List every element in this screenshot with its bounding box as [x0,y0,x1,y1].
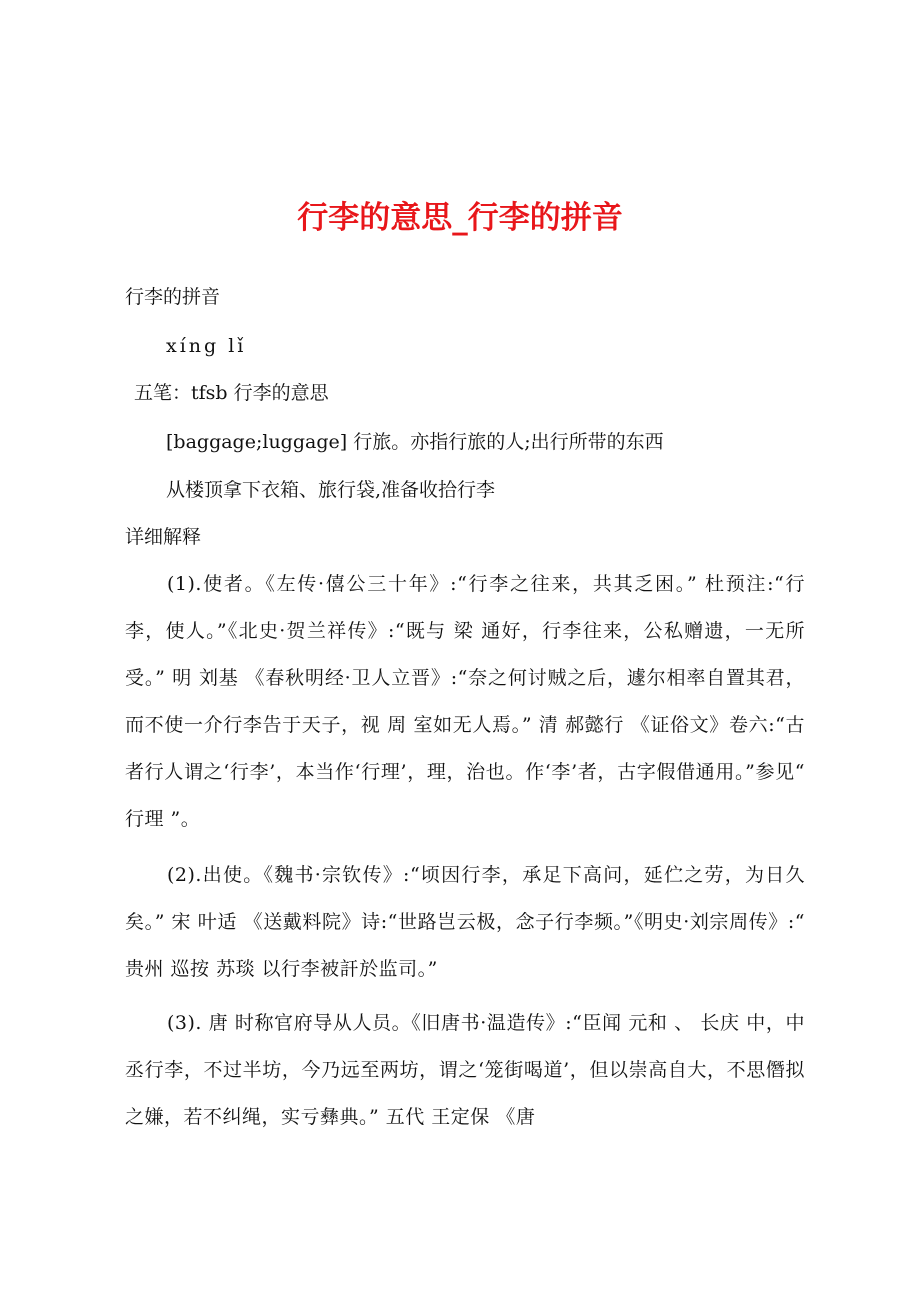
detail-paragraph-3: (3). 唐 时称官府导从人员。《旧唐书·温造传》:“臣闻 元和 、 长庆 中，中丞行李，不过半坊，今乃远至两坊，谓之‘笼街喝道’，但以崇高自大，不思僭拟之嫌，若不纠绳，实亏彝典。” 五代 王定保 《唐 [125,1012,805,1128]
pinyin-heading: 行李的拼音 [125,286,221,308]
detail-paragraph-1: (1).使者。《左传·僖公三十年》:“行李之往来，共其乏困。” 杜预注:“行李，使人。”《北史·贺兰祥传》:“既与 梁 通好，行李往来，公私赠遗，一无所受。” 明 刘基 《春秋明经·卫人立晋》:“奈之何讨贼之后，遽尔相率自置其君，而不使一介行李告于天子，视 周 室如无人焉。” 清 郝懿行 《证俗文》卷六:“古者行人谓之‘行李’，本当作‘行理’，理，治也。作‘李’者，古字假借通用。”参见“ 行理 ”。 [125,573,805,830]
page-title: 行李的意思_行李的拼音 [297,200,623,236]
pinyin-text: xíng lǐ [166,335,247,357]
detail-paragraph-2: (2).出使。《魏书·宗钦传》:“顷因行李，承足下高问，延伫之劳，为日久矣。” 宋 叶适 《送戴料院》诗:“世路岂云极，念子行李频。”《明史·刘宗周传》:“ 贵州 巡按 苏琰 以行李被訐於监司。” [125,864,805,980]
example-line: 从楼顶拿下衣箱、旅行袋,准备收拾行李 [166,479,496,501]
wubi-line: 五笔：tfsb 行李的意思 [134,382,329,404]
details-heading: 详细解释 [125,526,202,548]
definition-line: [baggage;luggage] 行旅。亦指行旅的人;出行所带的东西 [166,431,664,453]
